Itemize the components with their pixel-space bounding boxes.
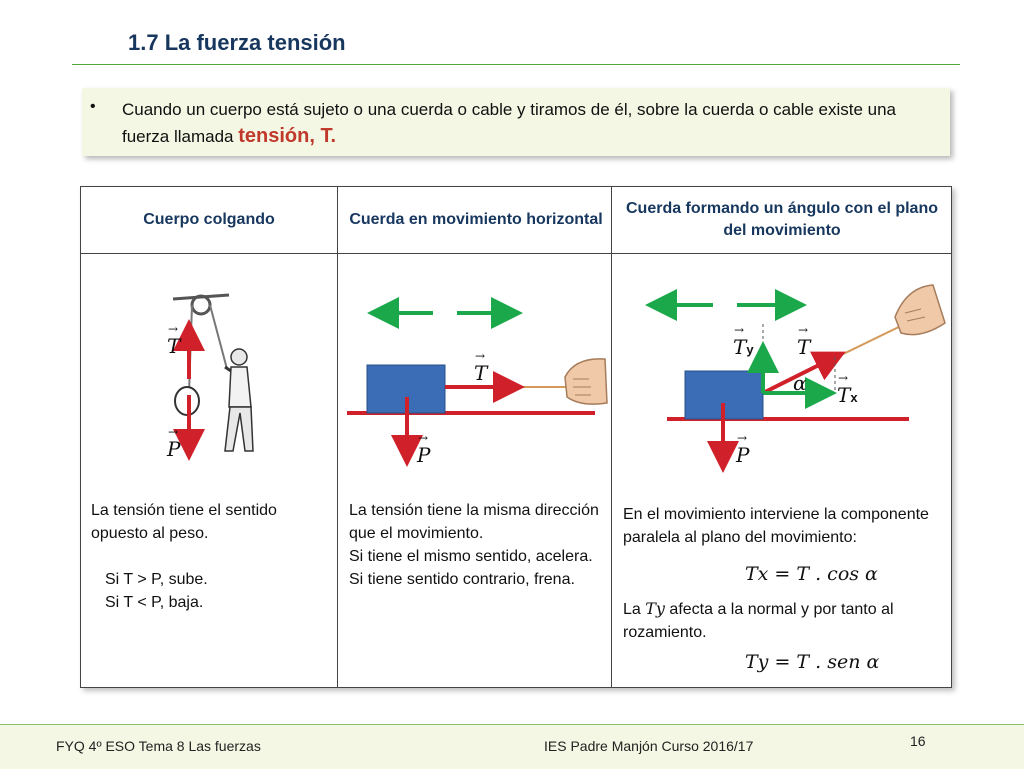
col2-para: La tensión tiene la misma dirección que el movimiento. [349, 502, 599, 542]
formula-tx: Tx = T . cos α [745, 563, 878, 585]
bullet-box [82, 88, 950, 156]
col2-text [349, 499, 607, 591]
column-divider [337, 187, 338, 687]
column-divider [611, 187, 612, 687]
tension-label: → T [797, 335, 810, 359]
col1-text [91, 499, 331, 614]
title-divider [72, 64, 960, 65]
slide-title: 1.7 La fuerza tensión [128, 30, 346, 55]
weight-label: → P [167, 437, 180, 461]
angle-label: α [793, 371, 807, 395]
bullet-body: Cuando un cuerpo está sujeto o una cuerda o cable y tiramos de él, sobre la cuerda o cable existe una fuerza llamada [122, 100, 896, 146]
tension-label: → T [474, 361, 487, 385]
col3-text2 [623, 597, 943, 644]
col1-condition-up: Si T > P, sube. [105, 571, 208, 588]
hanging-body-diagram [141, 283, 291, 473]
pulley-wheel [192, 296, 210, 314]
col1-condition-down: Si T < P, baja. [105, 594, 204, 611]
rope [210, 305, 227, 369]
col2-accelerate: Si tiene el mismo sentido, acelera. [349, 548, 593, 565]
tension-label: → T [167, 334, 180, 358]
weight-label: → P [417, 443, 430, 467]
col3-para: En el movimiento interviene la componente paralela al plano del movimiento: [623, 506, 929, 546]
header-horizontal-rope: Cuerda en movimiento horizontal [349, 211, 603, 228]
angled-rope-diagram [617, 283, 947, 473]
footer-school: IES Padre Manjón Curso 2016/17 [544, 738, 754, 754]
col3-text [623, 503, 943, 549]
bullet-keyword: tensión, T. [238, 125, 337, 147]
pulling-hand [895, 285, 945, 335]
header-angled-rope: Cuerda formando un ángulo con el plano del movimiento [625, 200, 938, 239]
col1-para: La tensión tiene el sentido opuesto al peso. [91, 502, 277, 542]
footer-course: FYQ 4º ESO Tema 8 Las fuerzas [56, 738, 261, 754]
page-number: 16 [910, 733, 926, 749]
tension-x-label: → Tx [837, 383, 858, 407]
man-pulling [225, 349, 253, 451]
header-hanging-body: Cuerpo colgando [143, 211, 275, 228]
tension-y-label: → Ty [733, 335, 754, 359]
col3-para2: La Ty afecta a la normal y por tanto al rozamiento. [623, 599, 894, 641]
formula-ty: Ty = T . sen α [745, 651, 880, 673]
pulling-hand [565, 359, 607, 404]
weight-label: → P [736, 443, 749, 467]
col2-brake: Si tiene sentido contrario, frena. [349, 571, 575, 588]
bullet-text [122, 96, 944, 150]
bullet-dot: • [90, 98, 96, 115]
tension-table [80, 186, 952, 688]
